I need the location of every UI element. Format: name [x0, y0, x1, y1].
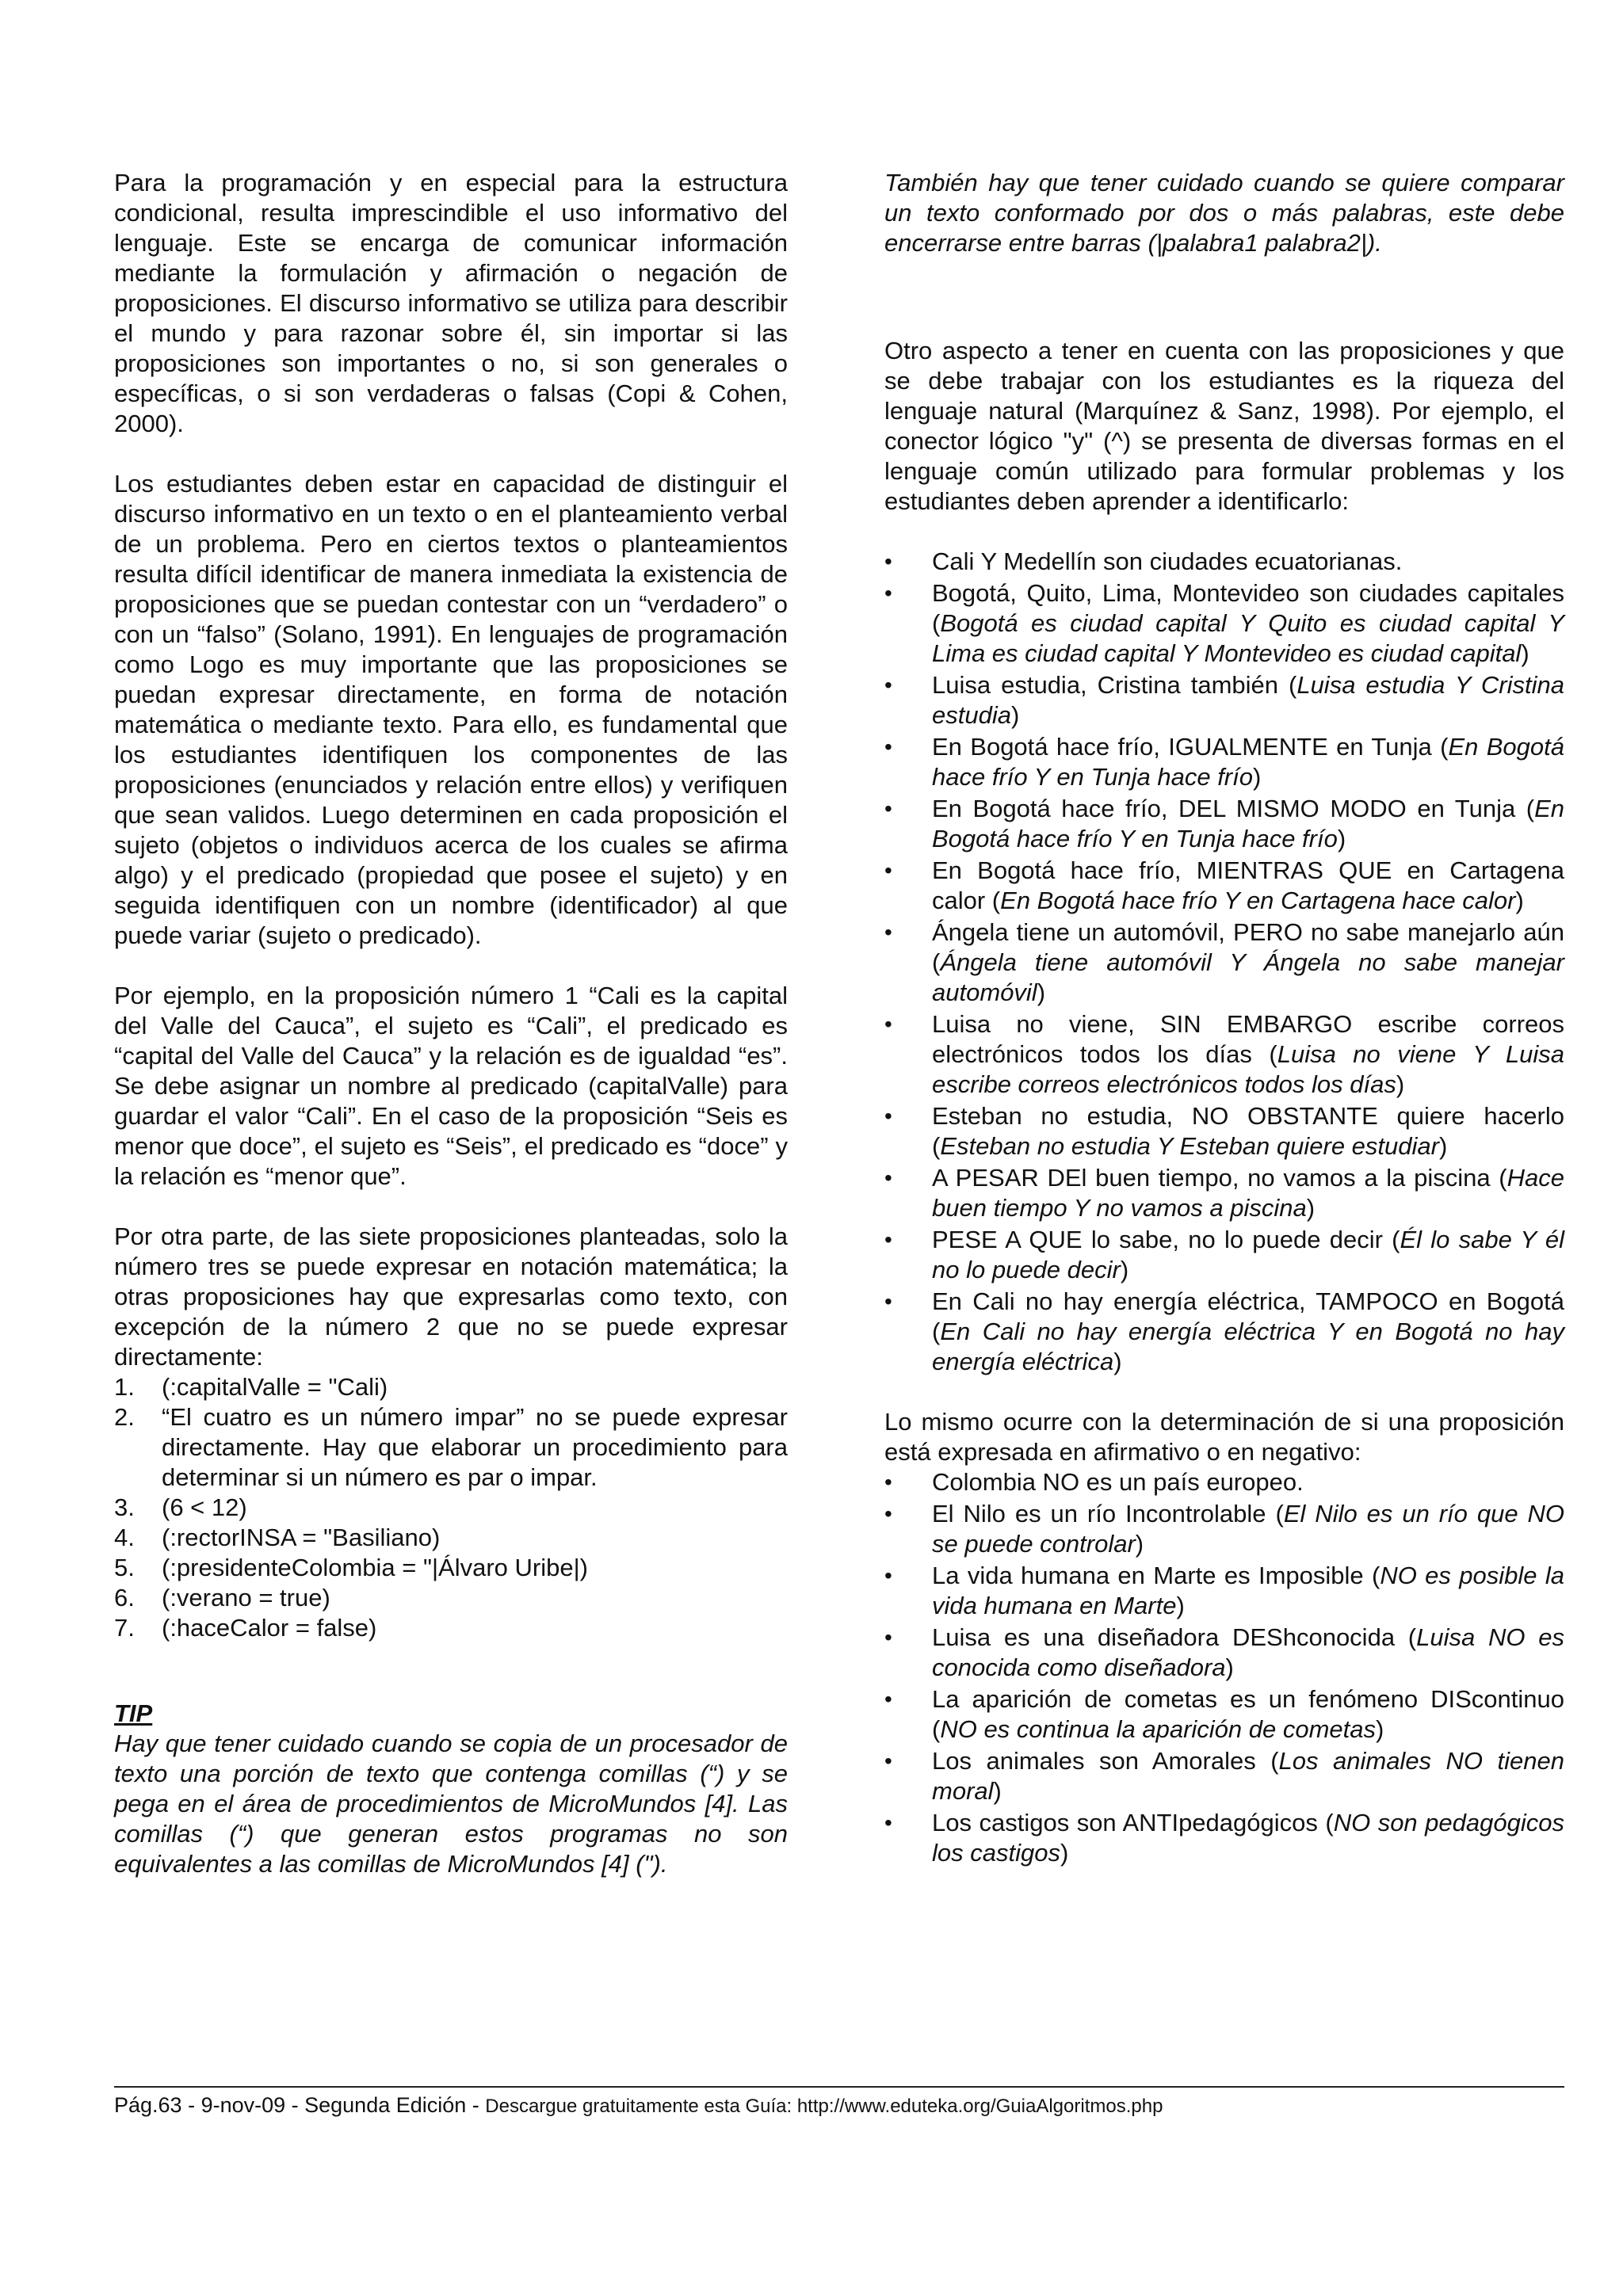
- connector-examples-list: [884, 547, 1564, 1377]
- list-item: • En Bogotá hace frío, DEL MISMO MODO en Tunja (En Bogotá hace frío Y en Tunja hace frío): [884, 795, 1564, 852]
- right-column: [884, 168, 1564, 1898]
- list-item: • En Cali no hay energía eléctrica, TAMPOCO en Bogotá (En Cali no hay energía eléctrica Y en Bogotá no hay energía eléctrica): [884, 1287, 1564, 1375]
- paragraph-seven-propositions: Por otra parte, de las siete proposiciones planteadas, solo la número tres se puede expresar en notación matemática; la otras proposiciones hay que expresarlas como texto, con excepción de la número 2 que no se puede expresar directamente:: [114, 1222, 788, 1371]
- list-item: • Luisa es una diseñadora DEShconocida (Luisa NO es conocida como diseñadora): [884, 1623, 1564, 1681]
- list-item: • Ángela tiene un automóvil, PERO no sabe manejarlo aún (Ángela tiene automóvil Y Ángela no sabe manejar automóvil): [884, 918, 1564, 1006]
- list-item: 7. (:haceCalor = false): [114, 1614, 377, 1642]
- paragraph-natural-language: Otro aspecto a tener en cuenta con las proposiciones y que se debe trabajar con los estudiantes es la riqueza del lenguaje natural (Marquínez & Sanz, 1998). Por ejemplo, el conector lógico "y" (^) se presenta de diversas formas en el lenguaje común utilizado para formular problemas y los estudiantes deben aprender a identificarlo:: [884, 337, 1564, 515]
- list-item: 3. (6 < 12): [114, 1493, 247, 1521]
- propositions-list: [114, 1372, 788, 1643]
- negation-examples-list: [884, 1467, 1564, 1868]
- list-item: • El Nilo es un río Incontrolable (El Nilo es un río que NO se puede controlar): [884, 1500, 1565, 1558]
- list-item: • La vida humana en Marte es Imposible (NO es posible la vida humana en Marte): [884, 1562, 1564, 1619]
- list-item: • Luisa estudia, Cristina también (Luisa estudia Y Cristina estudia): [884, 671, 1564, 729]
- tip-body: Hay que tener cuidado cuando se copia de un procesador de texto una porción de texto que contenga comillas (“) y se pega en el área de procedimientos de MicroMundos [4]. Las comillas (“) que generan estos programas no son equivalentes a las comillas de MicroMundos [4] (").: [114, 1730, 788, 1878]
- paragraph-informative-language: Para la programación y en especial para la estructura condicional, resulta imprescindible el uso informativo del lenguaje. Este se encarga de comunicar información mediante la formulación y afirmación o negación de proposiciones. El discurso informativo se utiliza para describir el mundo y para razonar sobre él, sin importar si las proposiciones son importantes o no, si son generales o específicas, o si son verdaderas o falsas (Copi & Cohen, 2000).: [114, 169, 788, 437]
- list-item: 6. (:verano = true): [114, 1584, 330, 1611]
- list-item: • PESE A QUE lo sabe, no lo puede decir (Él lo sabe Y él no lo puede decir): [884, 1226, 1564, 1283]
- list-item: 1. (:capitalValle = "Cali): [114, 1373, 388, 1401]
- paragraph-example-cali: Por ejemplo, en la proposición número 1 “Cali es la capital del Valle del Cauca”, el sujeto es “Cali”, el predicado es “capital del Valle del Cauca” y la relación es de igualdad “es”. Se debe asignar un nombre al predicado (capitalValle) para guardar el valor “Cali”. En el caso de la proposición “Seis es menor que doce”, el sujeto es “Seis”, el predicado es “doce” y la relación es “menor que”.: [114, 982, 788, 1190]
- list-item: • Colombia NO es un país europeo.: [884, 1468, 1304, 1496]
- page-footer: [114, 2092, 1163, 2120]
- list-item: • Los castigos son ANTIpedagógicos (NO son pedagógicos los castigos): [884, 1809, 1564, 1867]
- list-item: • A PESAR DEl buen tiempo, no vamos a la piscina (Hace buen tiempo Y no vamos a piscina): [884, 1164, 1564, 1222]
- list-item: • Bogotá, Quito, Lima, Montevideo son ciudades capitales (Bogotá es ciudad capital Y Quito es ciudad capital Y Lima es ciudad capital Y Montevideo es ciudad capital): [884, 579, 1564, 667]
- list-item: • En Bogotá hace frío, IGUALMENTE en Tunja (En Bogotá hace frío Y en Tunja hace frío): [884, 733, 1564, 791]
- list-item: • Luisa no viene, SIN EMBARGO escribe correos electrónicos todos los días (Luisa no viene Y Luisa escribe correos electrónicos todos los días): [884, 1010, 1564, 1098]
- footer-divider: [114, 2086, 1564, 2088]
- left-column: [114, 168, 788, 1879]
- list-item: • En Bogotá hace frío, MIENTRAS QUE en Cartagena calor (En Bogotá hace frío Y en Cartagena hace calor): [884, 856, 1564, 914]
- list-item: 2. “El cuatro es un número impar” no se puede expresar directamente. Hay que elaborar un procedimiento para determinar si un número es par o impar.: [114, 1403, 788, 1491]
- paragraph-distinguish-discourse: Los estudiantes deben estar en capacidad de distinguir el discurso informativo en un texto o en el planteamiento verbal de un problema. Pero en ciertos textos o planteamientos resulta difícil identificar de manera inmediata la existencia de proposiciones que se puedan contestar con un “verdadero” o con un “falso” (Solano, 1991). En lenguajes de programación como Logo es muy importante que las proposiciones se puedan expresar directamente, en forma de notación matemática o mediante texto. Para ello, es fundamental que los estudiantes identifiquen los componentes de las proposiciones (enunciados y relación entre ellos) y verifiquen que sean validos. Luego determinen en cada proposición el sujeto (objetos o individuos acerca de los cuales se afirma algo) y el predicado (propiedad que posee el sujeto) y en seguida identifiquen con un nombre (identificador) al que puede variar (sujeto o predicado).: [114, 470, 788, 949]
- paragraph-compare-text-tip: También hay que tener cuidado cuando se quiere comparar un texto conformado por dos o más palabras, este debe encerrarse entre barras (|palabra1 palabra2|).: [884, 169, 1564, 257]
- list-item: • Esteban no estudia, NO OBSTANTE quiere hacerlo (Esteban no estudia Y Esteban quiere estudiar): [884, 1102, 1564, 1160]
- tip-heading: TIP: [114, 1699, 153, 1727]
- list-item: 5. (:presidenteColombia = "|Álvaro Uribe|): [114, 1554, 588, 1581]
- footer-page-info: Pág.63 - 9-nov-09 - Segunda Edición -: [114, 2093, 486, 2117]
- paragraph-affirmative-negative: Lo mismo ocurre con la determinación de si una proposición está expresada en afirmativo o en negativo:: [884, 1408, 1564, 1466]
- list-item: • La aparición de cometas es un fenómeno DIScontinuo (NO es continua la aparición de cometas): [884, 1685, 1564, 1743]
- list-item: • Los animales son Amorales (Los animales NO tienen moral): [884, 1747, 1564, 1805]
- footer-download-link[interactable]: Descargue gratuitamente esta Guía: http://www.eduteka.org/GuiaAlgoritmos.php: [485, 2096, 1163, 2117]
- list-item: 4. (:rectorINSA = "Basiliano): [114, 1524, 441, 1551]
- list-item: • Cali Y Medellín son ciudades ecuatorianas.: [884, 547, 1403, 575]
